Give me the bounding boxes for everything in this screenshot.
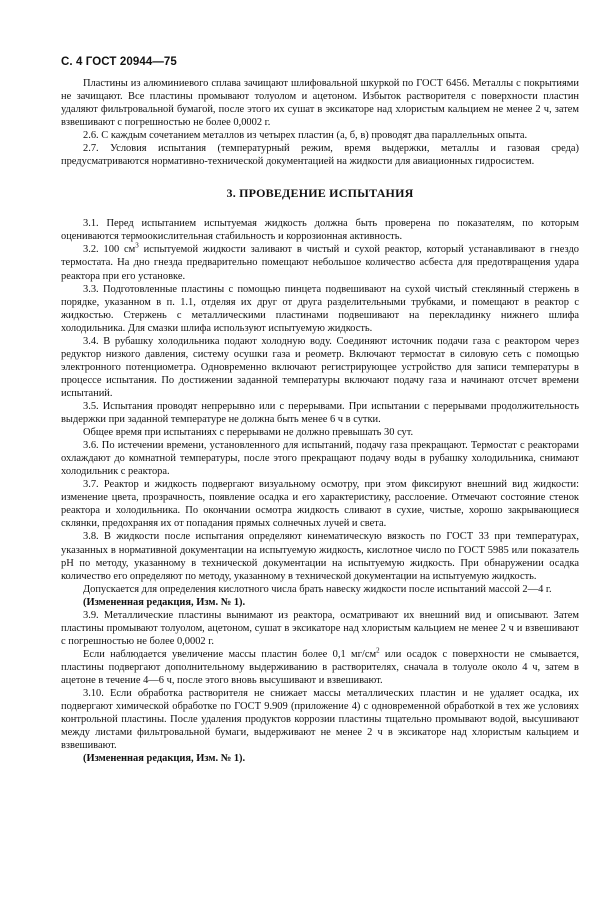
paragraph-3-9-continued-prefix: Если наблюдается увеличение массы пластин более 0,1 мг/см (83, 648, 377, 660)
paragraph-3-5: 3.5. Испытания проводят непрерывно или с перерывами. При испытании с перерывами продолжительность выдержки при заданной температуре не должна быть менее 6 ч в сутки. (61, 400, 579, 426)
paragraph-3-3: 3.3. Подготовленные пластины с помощью пинцета подвешивают на сухой чистый стеклянный стержень в порядке, указанном в п. 1.1, отделяя их друг от друга разделительными трубками, и помещают в реактор с жидкостью. Стержень с металлическими пластинами подвешивают на перекладинку нижнего шлифа холодильника. Для смазки шлифа используют испытуемую жидкость. (61, 283, 579, 334)
paragraph-3-10: 3.10. Если обработка растворителя не снижает массы металлических пластин и не удаляет осадка, их подвергают химической обработке по ГОСТ 9.909 (приложение 4) с одновременной обработкой в тех же условиях контрольной пластины. После удаления продуктов коррозии пластины тщательно промывают водой, высушивают между листами фильтровальной бумаги, выдерживают не менее 2 ч в эксикаторе над хлористым кальцием и взвешивают. (61, 688, 579, 752)
amendment-note: (Измененная редакция, Изм. № 1). (83, 753, 246, 765)
paragraph-plate-cleaning: Пластины из алюминиевого сплава зачищают шлифовальной шкуркой по ГОСТ 6456. Металлы с покрытиями не зачищают. Все пластины промывают толуолом и ацетоном. Избыток растворителя с поверхности пластин удаляют фильтровальной бумагой, после этого их сушат в эксикаторе над хлористым кальцием не менее 2 ч, затем взвешивают с погрешностью не более 0,0002 г. (61, 78, 579, 129)
running-header: С. 4 ГОСТ 20944—75 (61, 56, 177, 68)
paragraph-2-6: 2.6. С каждым сочетанием металлов из четырех пластин (а, б, в) проводят два параллельных опыта. (83, 130, 528, 142)
paragraph-3-1: 3.1. Перед испытанием испытуемая жидкость должна быть проверена по показателям, по которым оцениваются термоокислительная стабильность и коррозионная активность. (61, 218, 579, 243)
paragraph-3-2-suffix: испытуемой жидкости заливают в чистый и сухой реактор, который устанавливают в гнездо термостата. На дно гнезда предварительно помещают небольшое количество асбеста для предотвращения удара реактора при его установке. (61, 244, 579, 282)
paragraph-3-8-continued: Допускается для определения кислотного числа брать навеску жидкости после испытаний массой 2—4 г. (83, 583, 552, 595)
section-title: 3. ПРОВЕДЕНИЕ ИСПЫТАНИЯ (226, 186, 414, 201)
paragraph-2-7: 2.7. Условия испытания (температурный режим, время выдержки, металлы и газовая среда) предусматриваются нормативно-технической документацией на жидкости для авиационных гидросистем. (61, 143, 579, 168)
paragraph-3-9-continued (61, 648, 579, 687)
paragraph-3-9: 3.9. Металлические пластины вынимают из реактора, осматривают их внешний вид и описывают. Затем пластины промывают толуолом, ацетоном, сушат в эксикаторе над хлористым кальцием не менее 2 ч и взвешивают с погрешностью не более 0,0002 г. (61, 609, 579, 647)
paragraph-3-5-continued: Общее время при испытаниях с перерывами не должно превышать 30 сут. (83, 427, 414, 439)
paragraph-3-2-prefix: 3.2. 100 см (83, 244, 136, 256)
document-page (61, 56, 579, 765)
paragraph-3-2 (61, 243, 579, 282)
paragraph-3-6: 3.6. По истечении времени, установленного для испытаний, подачу газа прекращают. Термостат с реакторами охлаждают до комнатной температуры, после этого прекращают подачу воды в рубашку холодильника, снимают холодильник с реактора. (61, 440, 579, 478)
paragraph-3-9-continued-suffix: или осадок с поверхности не смывается, пластины подвергают дополнительному выдерживанию в растворителях, сначала в толуоле около 4 ч, затем в ацетоне в течение 4—6 ч, после этого вновь высушивают и взвешивают. (61, 648, 580, 686)
paragraph-3-8: 3.8. В жидкости после испытания определяют кинематическую вязкость по ГОСТ 33 при температурах, указанных в нормативной документации на испытуемую жидкость, кислотное число по ГОСТ 5985 или показатель pH по методу, указанному в технической документации на испытуемую жидкость. При обнаружении осадка количество его определяют по методу, указанному в технической документации на испытуемую жидкость. (61, 531, 579, 582)
superscript-square: 2 (376, 646, 380, 655)
superscript-cube: 3 (135, 241, 139, 250)
paragraph-3-7: 3.7. Реактор и жидкость подвергают визуальному осмотру, при этом фиксируют внешний вид жидкости: изменение цвета, прозрачность, появление осадка и его характеристику, расслоение. Отмечают состояние стенок реактора и холодильника. По окончании осмотра жидкость сливают в сухие, чистые, хорошо закрывающиеся склянки, предохраняя их от попадания прямых солнечных лучей и света. (61, 479, 579, 530)
amendment-note: (Измененная редакция, Изм. № 1). (83, 596, 246, 608)
paragraph-3-4: 3.4. В рубашку холодильника подают холодную воду. Соединяют источник подачи газа с реактором через редуктор низкого давления, систему осушки газа и реометр. Включают термостат в силовую сеть с помощью электронного потенциометра. Одновременно включают регистрирующее устройство для записи температуры в процессе испытания. По достижении заданной температуры включают подачу газа и начинают отсчет времени испытаний. (61, 335, 579, 399)
